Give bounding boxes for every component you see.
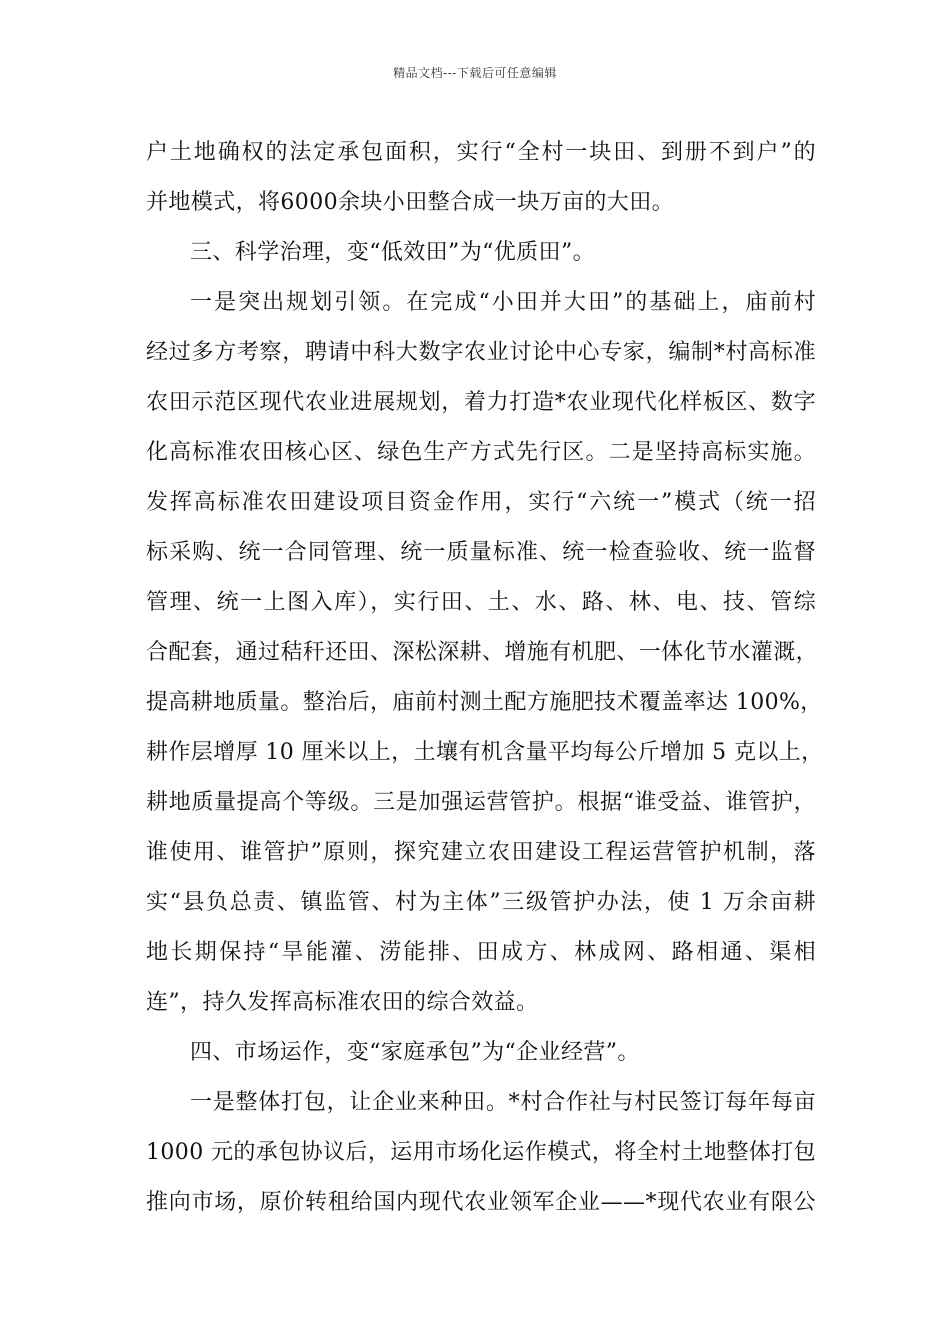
text-line: 经过多方考察，聘请中科大数字农业讨论中心专家，编制*村高标准	[146, 340, 816, 365]
text-line: 三、科学治理，变“低效田”为“优质田”。	[190, 240, 595, 265]
text-line: 实“县负总责、镇监管、村为主体”三级管护办法，使 1 万余亩耕	[146, 890, 816, 915]
text-line: 连”，持久发挥高标准农田的综合效益。	[146, 990, 539, 1015]
text-line: 并地模式，将6000余块小田整合成一块万亩的大田。	[146, 190, 674, 215]
text-lines	[146, 128, 824, 1228]
text-line: 化高标准农田核心区、绿色生产方式先行区。二是坚持高标实施。	[146, 440, 816, 465]
text-line: 推向市场，原价转租给国内现代农业领军企业——*现代农业有限公	[146, 1190, 816, 1215]
text-line: 合配套，通过秸秆还田、深松深耕、增施有机肥、一体化节水灌溉，	[146, 640, 819, 665]
text-line: 管理、统一上图入库），实行田、土、水、路、林、电、技、管综	[146, 590, 816, 615]
page-header: 精品文档---下载后可任意编辑	[393, 66, 557, 80]
text-line: 标采购、统一合同管理、统一质量标准、统一检查验收、统一监督	[146, 540, 816, 565]
text-line: 提高耕地质量。整治后，庙前村测土配方施肥技术覆盖率达 100%，	[146, 690, 823, 715]
text-line: 耕地质量提高个等级。三是加强运营管护。根据“谁受益、谁管护，	[146, 790, 816, 815]
text-line: 一是整体打包，让企业来种田。*村合作社与村民签订每年每亩	[190, 1090, 816, 1115]
text-line: 发挥高标准农田建设项目资金作用，实行“六统一”模式（统一招	[146, 490, 816, 515]
text-line: 四、市场运作，变“家庭承包”为“企业经营”。	[190, 1040, 640, 1065]
text-line: 农田示范区现代农业进展规划，着力打造*农业现代化样板区、数字	[146, 390, 816, 415]
text-line: 户土地确权的法定承包面积，实行“全村一块田、到册不到户”的	[146, 140, 816, 165]
text-line: 1000 元的承包协议后，运用市场化运作模式，将全村土地整体打包	[146, 1140, 816, 1165]
text-line: 地长期保持“旱能灌、涝能排、田成方、林成网、路相通、渠相	[146, 940, 816, 965]
text-line: 一是突出规划引领。在完成“小田并大田”的基础上，庙前村	[190, 290, 816, 315]
text-line: 谁使用、谁管护”原则，探究建立农田建设工程运营管护机制，落	[146, 840, 816, 865]
text-line: 耕作层增厚 10 厘米以上，土壤有机含量平均每公斤增加 5 克以上，	[146, 740, 824, 765]
document-body	[146, 128, 824, 1228]
